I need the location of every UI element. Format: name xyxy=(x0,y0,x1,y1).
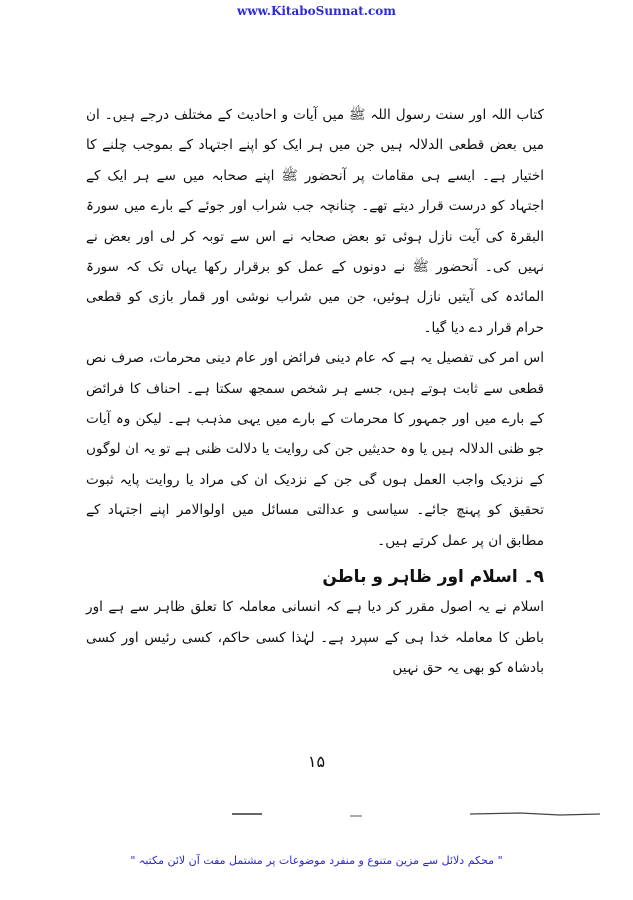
section-heading: ۹۔ اسلام اور ظاہر و باطن xyxy=(322,567,544,588)
page-body xyxy=(86,100,544,683)
paragraph-3: اسلام نے یہ اصول مقرر کر دیا ہے کہ انسانی معاملہ کا تعلق ظاہر سے ہے اور باطن کا معاملہ خدا ہی کے سپرد ہے۔ لہٰذا کسی حاکم، کسی رئیس اور کسی بادشاہ کو بھی یہ حق نہیں xyxy=(86,599,544,676)
paragraph-2: اس امر کی تفصیل یہ ہے کہ عام دینی فرائض اور عام دینی محرمات، صرف نص قطعی سے ثابت ہوتے ہیں، جسے ہر شخص سمجھ سکتا ہے۔ احناف کا فرائض کے بارے میں اور جمہور کا محرمات کے بارے میں یہی مذہب ہے۔ لیکن وہ آیات جو ظنی الدلالہ ہیں یا وہ حدیثیں جن کی روایت یا دلالت ظنی ہے تو یہ ان لوگوں کے نزدیک واجب العمل ہوں گی جن کے نزدیک ان کی مراد یا روایت پایہ ثبوت تحقیق کو پہنچ جائے۔ سیاسی و عدالتی مسائل میں اولوالامر اپنے اجتہاد کے مطابق ان پر عمل کرتے ہیں۔ xyxy=(86,350,544,549)
scan-smudge-line xyxy=(0,806,633,822)
paragraph-1: کتاب اللہ اور سنت رسول اللہ ﷺ میں آیات و احادیث کے مختلف درجے ہیں۔ ان میں بعض قطعی الدلالہ ہیں جن میں ہر ایک کو اپنے اجتہاد کے بموجب چلنے کا اختیار ہے۔ ایسے ہی مقامات پر آنحضور ﷺ اپنے صحابہ میں سے ہر ایک کے اجتہاد کو درست قرار دیتے تھے۔ چنانچہ جب شراب اور جوئے کے بارے میں سورۃ البقرۃ کی آیت نازل ہوئی تو بعض صحابہ نے اس سے توبہ کر لی اور بعض نے نہیں کی۔ آنحضور ﷺ نے دونوں کے عمل کو برقرار رکھا یہاں تک کہ سورۃ المائدہ کی آیتیں نازل ہوئیں، جن میں شراب نوشی اور قمار بازی کو قطعی حرام قرار دے دیا گیا۔ xyxy=(86,107,544,336)
site-url-header: www.KitaboSunnat.com xyxy=(236,4,396,18)
page-number: ۱۵ xyxy=(307,752,326,771)
library-tagline-footer: " محکم دلائل سے مزین متنوع و منفرد موضوعات پر مشتمل مفت آن لائن مکتبہ " xyxy=(130,854,503,867)
section-heading-row xyxy=(86,562,544,592)
